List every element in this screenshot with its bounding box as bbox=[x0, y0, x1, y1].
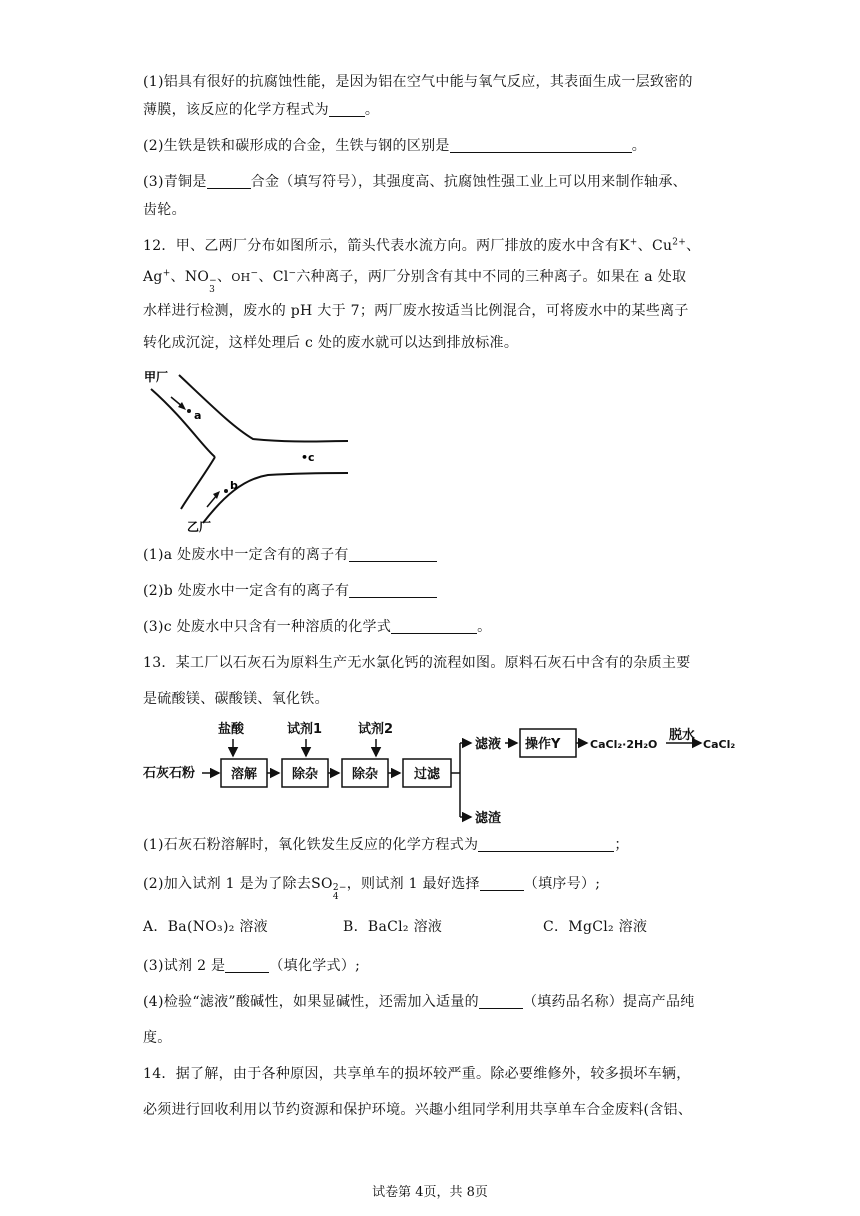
river-diagram-svg bbox=[143, 367, 383, 535]
flow-reagent-hcl: 盐酸 bbox=[218, 722, 245, 737]
answer-blank[interactable] bbox=[207, 172, 251, 189]
q11-part1-line2: 薄膜，该反应的化学方程式为 。 bbox=[143, 102, 380, 118]
flow-reagent-2: 试剂2 bbox=[358, 722, 394, 737]
q12-stem-line1: 12．甲、乙两厂分布如图所示，箭头代表水流方向。两厂排放的废水中含有K+、$Cu^{2+}$、 bbox=[143, 237, 701, 254]
q12-stem-line2: Ag+、NO − 3 、OH−、Cl−六种离子，两厂分别含有其中不同的三种离子。如果在 a 处取 bbox=[143, 268, 687, 295]
label-point-c: •c bbox=[301, 451, 315, 464]
process-flow-diagram bbox=[143, 719, 736, 831]
q11-part3-line1: (3)青铜是 合金（填写符号），其强度高、抗腐蚀性强工业上可以用来制作轴承、 bbox=[143, 174, 687, 190]
flow-residue: 滤渣 bbox=[475, 811, 502, 826]
label-point-a: a bbox=[194, 409, 202, 422]
label-point-b: b bbox=[230, 479, 238, 492]
answer-blank[interactable] bbox=[329, 100, 365, 117]
q13-sub1: (1)石灰石粉溶解时，氧化铁发生反应的化学方程式为 ； bbox=[143, 837, 629, 853]
q13-stem-line2: 是硫酸镁、碳酸镁、氧化铁。 bbox=[143, 691, 329, 707]
q13-sub4-line2: 度。 bbox=[143, 1030, 172, 1046]
answer-blank[interactable] bbox=[225, 956, 269, 973]
flow-product-hydrate: CaCl₂·2H₂O bbox=[590, 738, 658, 751]
label-factory-yi: 乙厂 bbox=[187, 520, 212, 534]
flow-dehydrate: 脱水 bbox=[669, 728, 696, 743]
q13-sub2: (2)加入试剂 1 是为了除去SO 2− 4 ，则试剂 1 最好选择 （填序号）; bbox=[143, 876, 601, 902]
answer-blank[interactable] bbox=[349, 581, 437, 598]
flow-box-purify-1: 除杂 bbox=[292, 767, 319, 782]
flow-box-operation-y: 操作Y bbox=[525, 737, 561, 752]
q11-part1-line1: (1)铝具有很好的抗腐蚀性能，是因为铝在空气中能与氧气反应，其表面生成一层致密的 bbox=[143, 74, 693, 90]
flow-reagent-1: 试剂1 bbox=[287, 722, 323, 737]
factory-river-diagram bbox=[143, 367, 723, 535]
q12-stem-line4: 转化成沉淀，这样处理后 c 处的废水就可以达到排放标准。 bbox=[143, 335, 519, 351]
q12-sub3: (3)c 处废水中只含有一种溶质的化学式 。 bbox=[143, 619, 492, 635]
flow-start-label: 石灰石粉 bbox=[143, 766, 196, 781]
answer-blank[interactable] bbox=[349, 545, 437, 562]
q12-sub2: (2)b 处废水中一定含有的离子有 bbox=[143, 577, 723, 605]
flow-box-dissolve: 溶解 bbox=[231, 767, 258, 782]
answer-blank[interactable] bbox=[480, 874, 524, 891]
q14-stem-line1: 14．据了解，由于各种原因，共享单车的损坏较严重。除必要维修外，较多损坏车辆， bbox=[143, 1066, 691, 1082]
flow-box-filter: 过滤 bbox=[414, 767, 441, 782]
answer-blank[interactable] bbox=[479, 992, 523, 1009]
flow-box-purify-2: 除杂 bbox=[352, 767, 379, 782]
option-b[interactable]: B．BaCl₂ 溶液 bbox=[343, 919, 443, 935]
q11-part3-line2: 齿轮。 bbox=[143, 202, 186, 218]
label-factory-jia: 甲厂 bbox=[144, 370, 169, 384]
option-a[interactable]: A．Ba(NO₃)₂ 溶液 bbox=[143, 919, 268, 935]
page-content bbox=[143, 68, 736, 1124]
flow-filtrate: 滤液 bbox=[475, 737, 502, 752]
answer-blank[interactable] bbox=[391, 617, 477, 634]
page-footer: 试卷第 4页，共 8页 bbox=[372, 1185, 488, 1200]
q11-part2: (2)生铁是铁和碳形成的合金，生铁与钢的区别是 。 bbox=[143, 138, 647, 154]
q13-options bbox=[143, 910, 723, 944]
option-c[interactable]: C．MgCl₂ 溶液 bbox=[543, 919, 648, 935]
flow-diagram-svg bbox=[139, 719, 739, 831]
q14-stem-line2: 必须进行回收利用以节约资源和保护环境。兴趣小组同学利用共享单车合金废料(含铝、 bbox=[143, 1102, 693, 1118]
q13-stem-line1: 13．某工厂以石灰石为原料生产无水氯化钙的流程如图。原料石灰石中含有的杂质主要 bbox=[143, 655, 691, 671]
q12-sub1: (1)a 处废水中一定含有的离子有 bbox=[143, 541, 723, 569]
answer-blank[interactable] bbox=[478, 835, 614, 852]
q13-sub4-line1: (4)检验“滤液”酸碱性，如果显碱性，还需加入适量的 （填药品名称）提高产品纯 bbox=[143, 994, 695, 1010]
q12-stem-line3: 水样进行检测，废水的 pH 大于 7；两厂废水按适当比例混合，可将废水中的某些离子 bbox=[143, 303, 689, 319]
q13-sub3: (3)试剂 2 是 （填化学式）; bbox=[143, 958, 361, 974]
answer-blank[interactable] bbox=[450, 136, 632, 153]
flow-product-anhydrous: CaCl₂ bbox=[703, 738, 736, 751]
